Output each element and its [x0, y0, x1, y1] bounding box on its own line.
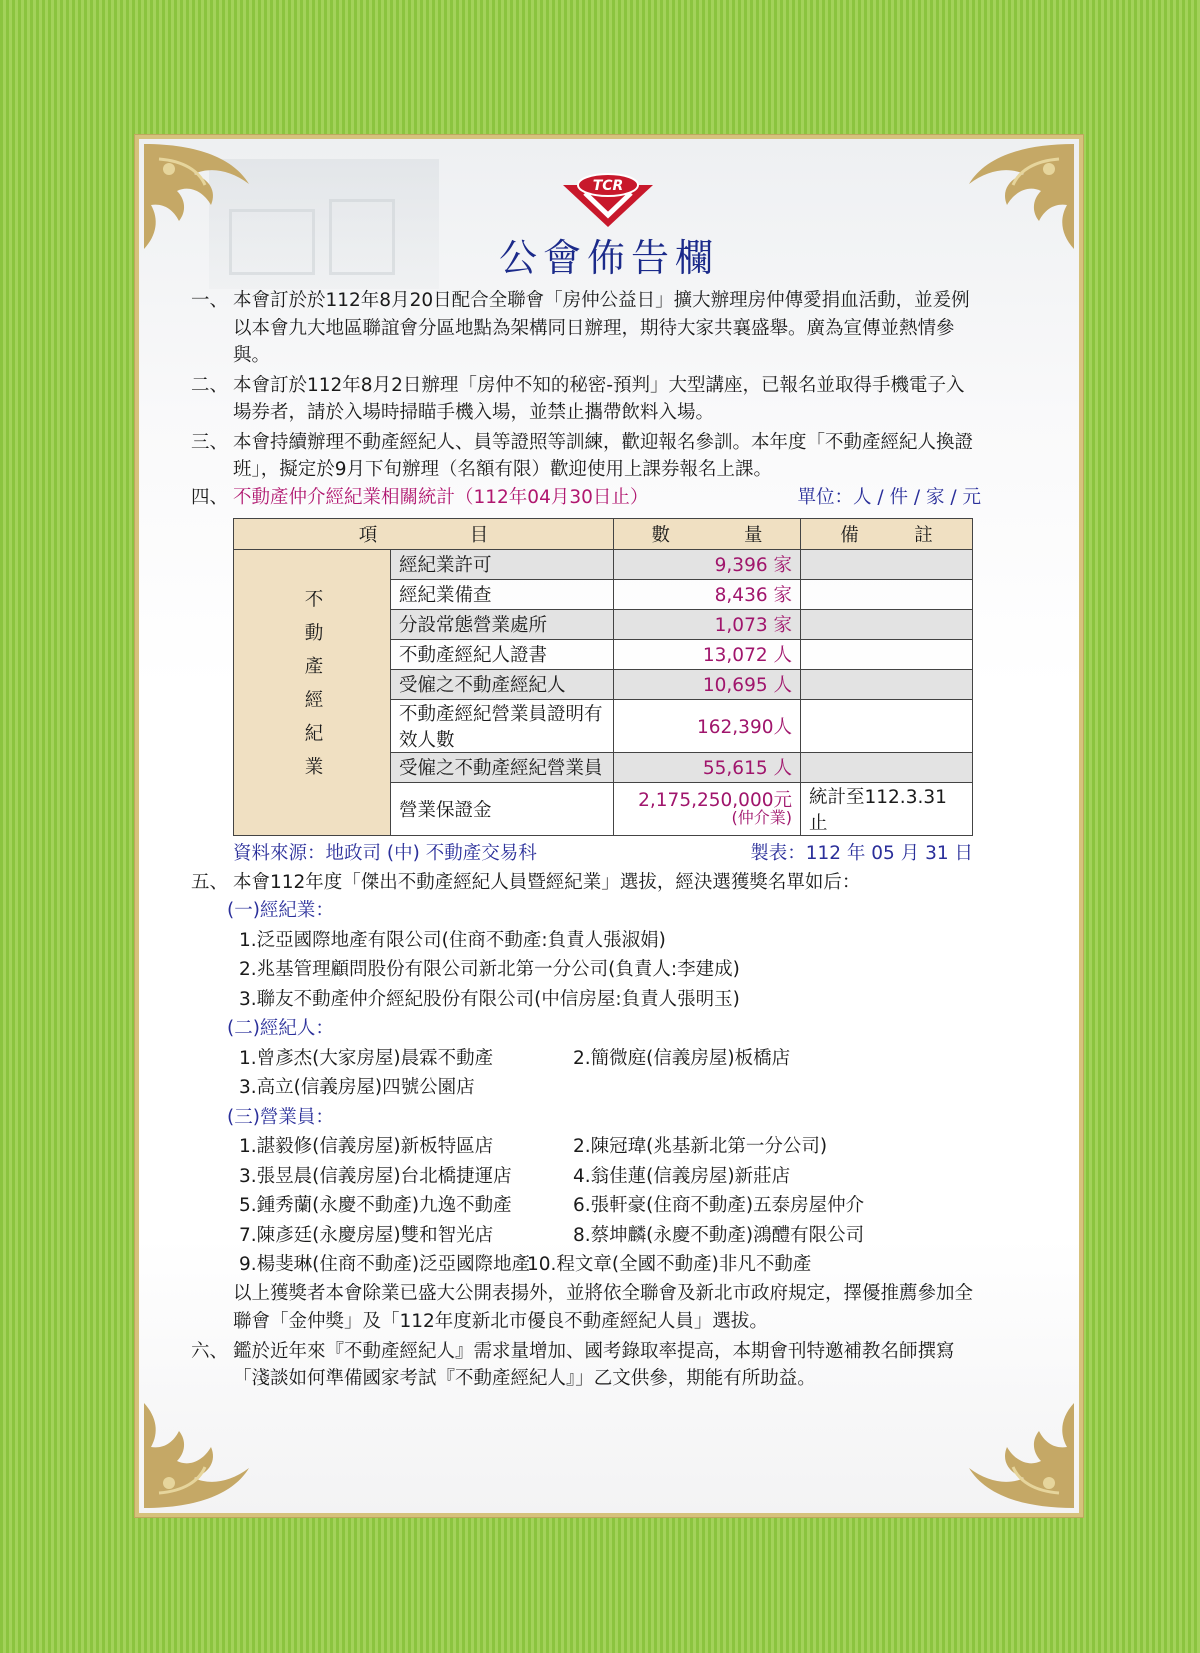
item-text: 本會112年度「傑出不動產經紀人員暨經紀業」選拔，經決選獲獎名單如后：: [233, 871, 861, 893]
award-entry: 5.鍾秀蘭(永慶不動產)九逸不動產: [239, 1195, 512, 1216]
row-note: 統計至112.3.31止: [801, 782, 973, 835]
award-row: [191, 1162, 981, 1192]
row-quantity: 9,396 家: [614, 549, 801, 579]
row-item: 不動產經紀人證書: [391, 639, 614, 669]
award-row: [191, 1221, 981, 1251]
corner-ornament-icon: [139, 1393, 259, 1513]
firms-label: (一)經紀業：: [227, 900, 334, 921]
column-header-quantity: 數 量: [614, 518, 801, 549]
stats-unit: 單位：人 / 件 / 家 / 元: [797, 486, 981, 508]
category-label: 不動產經紀業: [302, 589, 323, 790]
row-item: 不動產經紀營業員證明有效人數: [391, 699, 614, 752]
notice-item: [191, 1338, 981, 1393]
award-entry: 1.諶毅修(信義房屋)新板特區店: [239, 1136, 494, 1157]
row-quantity: 55,615 人: [614, 752, 801, 782]
category-cell: [234, 549, 391, 835]
item-text: 本會訂於於112年8月20日配合全聯會「房仲公益日」擴大辦理房仲傳愛捐血活動，並爰例以本會九大地區聯誼會分區地點為架構同日辦理，期待大家共襄盛舉。廣為宣傳並熱情參與。: [233, 290, 970, 366]
row-quantity-value: 2,175,250,000元: [638, 789, 792, 811]
award-entry: 4.翁佳蓮(信義房屋)新莊店: [573, 1165, 791, 1187]
row-item: 受僱之不動產經紀人: [391, 669, 614, 699]
stats-heading-row: [191, 484, 981, 512]
item-number: 二、: [191, 374, 229, 396]
row-quantity: 13,072 人: [614, 639, 801, 669]
stats-source-row: [233, 839, 973, 869]
notice-item: [191, 429, 981, 484]
row-quantity: 1,073 家: [614, 609, 801, 639]
row-note: [801, 579, 973, 609]
row-note: [801, 699, 973, 752]
table-header-row: [234, 518, 973, 549]
award-entry: 6.張軒豪(住商不動產)五泰房屋仲介: [573, 1195, 865, 1216]
column-header-item: 項 目: [234, 518, 614, 549]
award-entry: 1.泛亞國際地產有限公司(住商不動產:負責人張淑娟): [239, 929, 666, 951]
award-entry: 9.楊斐琳(住商不動產)泛亞國際地產: [239, 1254, 531, 1275]
stats-source: 資料來源：地政司 (中) 不動產交易科: [233, 842, 537, 864]
award-entry: 2.陳冠瑋(兆基新北第一分公司): [573, 1136, 828, 1157]
item-number: 五、: [191, 871, 229, 893]
row-item: 分設常態營業處所: [391, 609, 614, 639]
award-entry: 3.張昱晨(信義房屋)台北橋捷運店: [239, 1165, 512, 1187]
row-item: 營業保證金: [391, 782, 614, 835]
award-firm: [191, 926, 981, 956]
award-entry: 1.曾彥杰(大家房屋)晨霖不動產: [239, 1047, 494, 1069]
agents-label: (二)經紀人：: [227, 1018, 334, 1039]
item-text: 本會訂於112年8月2日辦理「房仲不知的秘密-預判」大型講座，已報名並取得手機電子入場券者，請於入場時掃瞄手機入場，並禁止攜帶飲料入場。: [233, 374, 965, 423]
row-quantity: 8,436 家: [614, 579, 801, 609]
row-quantity: 162,390人: [614, 699, 801, 752]
row-quantity: 10,695 人: [614, 669, 801, 699]
item-text: 鑑於近年來『不動產經紀人』需求量增加、國考錄取率提高，本期會刊特邀補教名師撰寫「淺談如何準備國家考試『不動產經紀人』」乙文供參，期能有所助益。: [233, 1340, 955, 1389]
item-number: 六、: [191, 1340, 229, 1362]
item-text: 本會持續辦理不動產經紀人、員等證照等訓練，歡迎報名參訓。本年度「不動產經紀人換證班」，擬定於9月下旬辦理（名額有限）歡迎使用上課券報名上課。: [233, 431, 974, 480]
corner-ornament-icon: [959, 1393, 1079, 1513]
notice-content: [191, 287, 981, 1393]
row-quantity: [614, 782, 801, 835]
row-item: 經紀業備查: [391, 579, 614, 609]
row-note: [801, 639, 973, 669]
award-row: [191, 1191, 981, 1221]
notice-item: [191, 287, 981, 370]
notice-panel: [139, 139, 1079, 1513]
award-entry: 2.簡微庭(信義房屋)板橋店: [573, 1047, 791, 1069]
row-item: 受僱之不動產經紀營業員: [391, 752, 614, 782]
row-note: [801, 609, 973, 639]
stats-made-date: 製表：112 年 05 月 31 日: [750, 842, 973, 864]
award-row: [191, 1044, 981, 1074]
award-row: [191, 1073, 981, 1103]
row-note: [801, 752, 973, 782]
notice-item: [191, 372, 981, 427]
awards-closing: 以上獲獎者本會除業已盛大公開表揚外，並將依全聯會及新北市政府規定，擇優推薦參加全聯會「金仲獎」及「112年度新北市優良不動產經紀人員」選拔。: [233, 1282, 974, 1332]
tcr-logo: [563, 171, 653, 227]
award-entry: 3.聯友不動產仲介經紀股份有限公司(中信房屋:負責人張明玉): [239, 988, 740, 1010]
notice-item: [191, 869, 981, 897]
row-item: 經紀業許可: [391, 549, 614, 579]
item-number: 四、: [191, 486, 229, 508]
award-firm: [191, 985, 981, 1015]
column-header-note: 備 註: [801, 518, 973, 549]
award-row: [191, 1250, 981, 1280]
logo-text: TCR: [592, 178, 624, 194]
award-entry: 8.蔡坤麟(永慶不動產)鴻醴有限公司: [573, 1224, 865, 1246]
notice-frame: [135, 135, 1083, 1517]
table-row: [234, 549, 973, 579]
row-note: [801, 549, 973, 579]
page-title: 公會佈告欄: [498, 236, 719, 280]
award-firm: [191, 955, 981, 985]
stats-table: [233, 518, 973, 836]
stats-heading: 不動產仲介經紀業相關統計（112年04月30日止）: [233, 486, 649, 508]
award-entry: 7.陳彥廷(永慶房屋)雙和智光店: [239, 1224, 494, 1246]
item-number: 一、: [191, 290, 229, 311]
award-entry: 10.程文章(全國不動產)非凡不動產: [527, 1254, 812, 1275]
row-note: [801, 669, 973, 699]
award-row: [191, 1132, 981, 1162]
staff-label: (三)營業員：: [227, 1106, 334, 1128]
row-quantity-sub: (仲介業): [731, 807, 792, 827]
award-entry: 2.兆基管理顧問股份有限公司新北第一分公司(負責人:李建成): [239, 959, 740, 980]
award-entry: 3.高立(信義房屋)四號公園店: [239, 1077, 475, 1098]
item-number: 三、: [191, 431, 229, 453]
